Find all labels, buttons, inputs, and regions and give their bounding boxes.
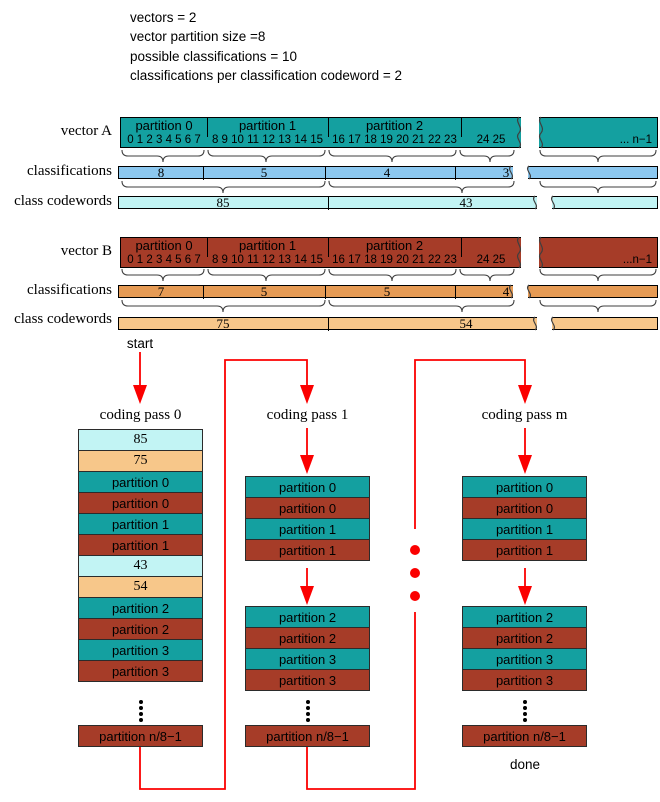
coding-pass-title: coding pass 0 — [99, 407, 182, 423]
omitted-pass-dot — [410, 591, 420, 601]
index-labels: 24 25 — [476, 253, 506, 266]
brace — [540, 150, 656, 162]
brace — [122, 181, 325, 193]
class-codewords-b-label: class codewords — [14, 311, 112, 327]
arrowhead — [300, 455, 314, 474]
vector-a-label: vector A — [60, 123, 112, 139]
cell-divider — [455, 167, 456, 180]
param-line: possible classifications = 10 — [130, 48, 297, 64]
pass-box: partition 1 — [78, 534, 203, 556]
class-codewords-a-label: class codewords — [14, 193, 112, 209]
coding-pass-group — [78, 430, 203, 682]
codeword-value: 54 — [459, 316, 473, 331]
coding-pass-group — [245, 726, 370, 747]
brace — [122, 150, 204, 162]
pass-box: partition 2 — [78, 597, 203, 619]
partition-label: partition 2 — [365, 118, 424, 133]
classifications-b-label: classifications — [27, 282, 112, 298]
dot — [523, 706, 527, 710]
pass-box: partition 3 — [462, 648, 587, 670]
coding-pass-group — [462, 477, 587, 561]
pass-box: partition 1 — [245, 518, 370, 540]
cell-divider — [328, 197, 329, 210]
coding-pass-title: coding pass 1 — [266, 407, 349, 423]
param-line: classifications per classification codeword = 2 — [130, 67, 403, 83]
partition-label: partition 1 — [238, 238, 297, 253]
pass-box: partition 1 — [245, 539, 370, 561]
dot — [306, 718, 310, 722]
classification-value: 5 — [260, 165, 268, 180]
parameters-block — [130, 8, 402, 85]
index-labels: 16 17 18 19 20 21 22 23 — [332, 133, 457, 146]
pass-box: 54 — [78, 576, 203, 598]
pass-box: partition n/8−1 — [245, 725, 370, 747]
codeword-value: 75 — [216, 316, 230, 331]
pass-box: partition 2 — [78, 618, 203, 640]
brace — [329, 300, 514, 312]
cell-divider — [203, 167, 204, 180]
pass-box: partition 3 — [78, 639, 203, 661]
coding-pass-group — [245, 607, 370, 691]
vector-b-label: vector B — [60, 243, 112, 259]
pass-box: partition 2 — [245, 606, 370, 628]
pass-box: 75 — [78, 450, 203, 472]
arrowhead — [300, 586, 314, 605]
ellipsis-dots — [245, 700, 370, 722]
dot — [523, 718, 527, 722]
partition-label: partition 2 — [365, 238, 424, 253]
partition-label: partition 0 — [135, 118, 193, 133]
pass-box: partition 2 — [462, 627, 587, 649]
partition-label: partition 1 — [238, 118, 297, 133]
classification-value: 3 — [502, 165, 510, 180]
codeword-value: 43 — [459, 195, 473, 210]
dot — [139, 706, 143, 710]
classification-value: 7 — [157, 284, 165, 299]
cell-divider — [455, 286, 456, 299]
coding-pass-group — [462, 726, 587, 747]
pass-box: partition 0 — [78, 492, 203, 514]
pass-box: partition 2 — [462, 606, 587, 628]
brace — [208, 269, 325, 281]
index-tail: ... n−1 — [619, 133, 652, 146]
index-labels: 16 17 18 19 20 21 22 23 — [332, 253, 457, 266]
classifications-a-label: classifications — [27, 163, 112, 179]
pass-box: partition 3 — [78, 660, 203, 682]
pass-box: partition 1 — [462, 539, 587, 561]
coding-pass-title: coding pass m — [481, 407, 568, 423]
class-codewords-bar-a — [118, 196, 658, 209]
brace — [329, 150, 456, 162]
pass-box: partition 0 — [78, 471, 203, 493]
codeword-value: 85 — [216, 195, 230, 210]
pass-box: partition 3 — [245, 648, 370, 670]
classifications-bar-b — [118, 285, 658, 298]
pass-box: 43 — [78, 555, 203, 577]
dot — [306, 706, 310, 710]
pass-box: partition n/8−1 — [78, 725, 203, 747]
coding-pass-group — [245, 477, 370, 561]
cell-divider — [325, 167, 326, 180]
brace — [540, 269, 656, 281]
cell-divider — [203, 286, 204, 299]
arrowhead — [518, 385, 532, 404]
pass-box: partition 0 — [462, 476, 587, 498]
omitted-pass-dot — [410, 545, 420, 555]
vector-a-bar — [120, 117, 658, 148]
index-labels: 0 1 2 3 4 5 6 7 — [127, 133, 201, 146]
pass-box: partition 0 — [462, 497, 587, 519]
classifications-bar-a — [118, 166, 658, 179]
index-labels: 8 9 10 11 12 13 14 15 — [211, 253, 324, 266]
pass-box: partition 0 — [245, 476, 370, 498]
brace — [460, 269, 514, 281]
classification-value: 4 — [502, 284, 510, 299]
index-labels: 0 1 2 3 4 5 6 7 — [127, 253, 201, 266]
dot — [523, 700, 527, 704]
brace — [122, 300, 325, 312]
pass-box: partition 3 — [462, 669, 587, 691]
pass-box: partition 2 — [245, 627, 370, 649]
pass-box: partition 1 — [78, 513, 203, 535]
brace — [540, 181, 656, 193]
brace — [460, 150, 514, 162]
cell-divider — [325, 286, 326, 299]
classification-value: 5 — [260, 284, 268, 299]
arrowhead — [518, 586, 532, 605]
coding-pass-group — [462, 607, 587, 691]
arrowhead — [133, 385, 147, 404]
pass-box: partition n/8−1 — [462, 725, 587, 747]
classification-value: 4 — [383, 165, 391, 180]
dot — [306, 700, 310, 704]
pass-box: partition 3 — [245, 669, 370, 691]
dot — [306, 712, 310, 716]
dot — [523, 712, 527, 716]
brace — [540, 300, 656, 312]
dot — [139, 718, 143, 722]
index-labels: 24 25 — [476, 133, 506, 146]
brace — [122, 269, 204, 281]
pass-box: 85 — [78, 429, 203, 451]
brace — [329, 181, 514, 193]
vector-b-bar — [120, 237, 658, 268]
partition-label: partition 0 — [135, 238, 193, 253]
coding-pass-group — [78, 726, 203, 747]
dot — [139, 712, 143, 716]
brace — [208, 150, 325, 162]
classification-value: 5 — [383, 284, 391, 299]
class-codewords-bar-b — [118, 317, 658, 330]
param-line: vector partition size =8 — [130, 29, 266, 45]
pass-box: partition 1 — [462, 518, 587, 540]
start-label: start — [126, 336, 154, 351]
index-tail: ...n−1 — [622, 253, 652, 266]
ellipsis-dots — [78, 700, 203, 722]
arrowhead — [518, 455, 532, 474]
arrowhead — [300, 385, 314, 404]
cell-divider — [328, 318, 329, 331]
brace — [329, 269, 456, 281]
dot — [139, 700, 143, 704]
ellipsis-dots — [462, 700, 587, 722]
param-line: vectors = 2 — [130, 10, 197, 25]
done-label: done — [509, 757, 541, 772]
omitted-pass-dot — [410, 568, 420, 578]
pass-box: partition 0 — [245, 497, 370, 519]
index-labels: 8 9 10 11 12 13 14 15 — [211, 133, 324, 146]
classification-value: 8 — [157, 165, 165, 180]
